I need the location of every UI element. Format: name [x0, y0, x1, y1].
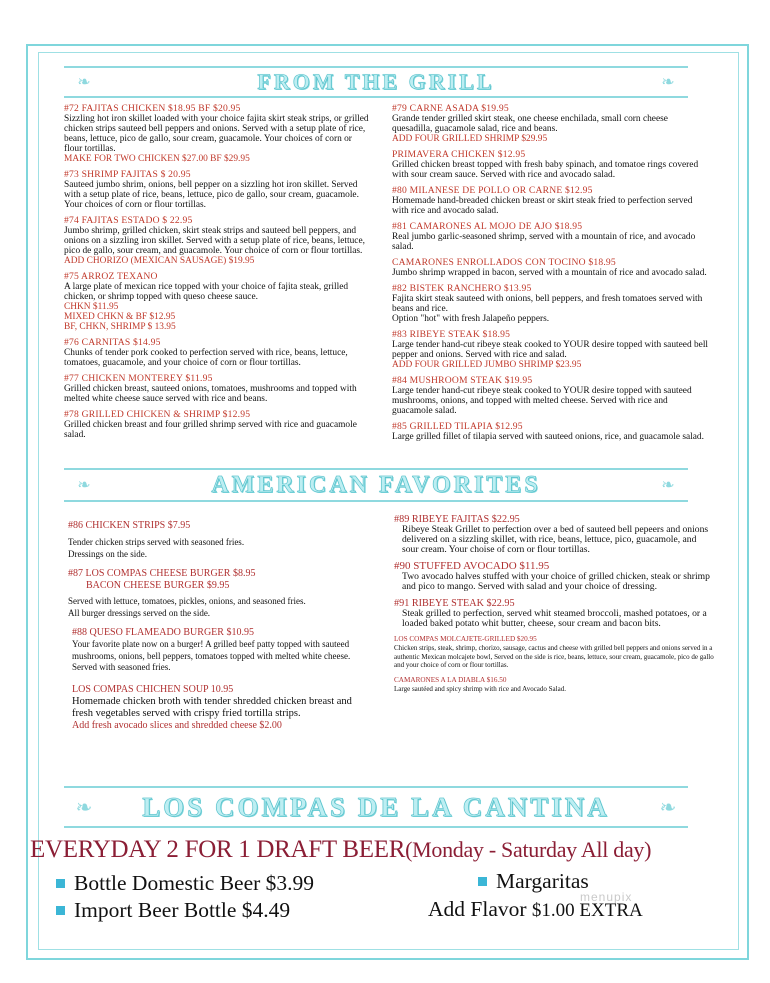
menu-item	[394, 676, 714, 694]
item-description: Homemade chicken broth with tender shredded chicken breast and fresh vegetables served with crispy fried tortilla strips.	[72, 695, 352, 719]
leaf-ornament-icon: ❧	[75, 796, 93, 819]
american-left-column	[68, 520, 368, 740]
item-name: #90 STUFFED AVOCADO $11.95	[394, 560, 550, 572]
item-name: #79 CARNE ASADA $19.95	[392, 103, 509, 114]
square-bullet-icon	[478, 877, 487, 886]
item-description: Your favorite plate now on a burger! A grilled beef patty topped with sauteed mushrooms, onions, bell peppers, tomatoes topped with melted white cheese. Served with seasoned fries.	[72, 639, 351, 672]
square-bullet-icon	[56, 906, 65, 915]
item-name: CAMARONES ENROLLADOS CON TOCINO $18.95	[392, 257, 616, 268]
menu-item	[68, 684, 368, 732]
header-rule	[64, 96, 688, 98]
drink-price: $1.00 EXTRA	[531, 900, 643, 921]
menu-item	[394, 598, 714, 629]
menu-item	[392, 376, 710, 416]
item-name: #85 GRILLED TILAPIA $12.95	[392, 421, 523, 432]
item-name: #77 CHICKEN MONTEREY $11.95	[64, 373, 213, 384]
item-description: Steak grilled to perfection, served whit steamed broccoli, mashed potatoes, or a loaded baked potato whit butter, cheese, sour cream and bacon bits.	[402, 608, 707, 629]
item-name: #73 SHRIMP FAJITAS $ 20.95	[64, 169, 191, 180]
item-name: #89 RIBEYE FAJITAS $22.95	[394, 514, 520, 525]
item-description: Fajita skirt steak sauteed with onions, bell peppers, and fresh tomatoes served with beans and rice.	[392, 294, 703, 314]
american-right-column	[394, 514, 714, 701]
item-name: #72 FAJITAS CHICKEN $18.95 BF $20.95	[64, 103, 241, 114]
menu-item	[64, 410, 370, 440]
menu-item	[394, 514, 714, 555]
promo-headline: EVERYDAY 2 FOR 1 DRAFT BEER	[30, 836, 406, 863]
item-description: Large tender hand-cut ribeye steak cooked to YOUR desire topped with sauteed mushrooms, onions, and topped with melted cheese. Served with rice and guacamole salad.	[392, 386, 692, 416]
drink-label: Bottle Domestic Beer $3.99	[74, 871, 315, 895]
item-description: Option "hot" with fresh Jalapeño peppers.	[392, 314, 550, 324]
leaf-ornament-icon: ❧	[661, 74, 675, 91]
item-description: Jumbo shrimp wrapped in bacon, served with a mountain of rice and avocado salad.	[392, 268, 707, 278]
drink-label: Margaritas	[496, 869, 589, 893]
american-section-header	[64, 468, 688, 502]
american-section-title: AMERICAN FAVORITES	[211, 471, 541, 498]
header-rule	[64, 468, 688, 470]
item-description: Tender chicken strips served with seasoned fries.	[68, 537, 245, 547]
header-rule	[64, 826, 688, 828]
watermark: menupix	[580, 890, 633, 904]
item-name: #87 LOS COMPAS CHEESE BURGER $8.95	[68, 568, 256, 579]
item-name: #84 MUSHROOM STEAK $19.95	[392, 375, 533, 386]
menu-item	[68, 627, 368, 674]
menu-item	[64, 170, 370, 210]
drink-label: Add Flavor	[428, 897, 532, 921]
drink-label: Import Beer Bottle $4.49	[74, 898, 291, 922]
cantina-section-title: LOS COMPAS DE LA CANTINA	[142, 791, 610, 822]
promo-subline: (Monday - Saturday All day)	[405, 837, 652, 862]
item-name: #83 RIBEYE STEAK $18.95	[392, 329, 511, 340]
header-rule	[64, 66, 688, 68]
item-name: #80 MILANESE DE POLLO OR CARNE $12.95	[392, 185, 593, 196]
menu-item	[392, 422, 710, 442]
menu-item	[64, 338, 370, 368]
menu-item	[394, 635, 714, 670]
item-name: #81 CAMARONES AL MOJO DE AJO $18.95	[392, 221, 583, 232]
item-extra: ADD FOUR GRILLED JUMBO SHRIMP $23.95	[392, 360, 582, 370]
item-name: #74 FAJITAS ESTADO $ 22.95	[64, 215, 193, 226]
menu-item	[392, 330, 710, 370]
item-name: BACON CHEESE BURGER $9.95	[86, 580, 230, 591]
item-description: Sizzling hot iron skillet loaded with your choice fajita skirt steak strips, or grilled chicken strips sauteed bell peppers and onions. Served with a setup plate of rice, beans, lettuce, pico de gallo, sour cream, guacamole. Your choices of corn or flour tortillas.	[64, 114, 369, 154]
menu-item	[64, 104, 370, 164]
item-description: Dressings on the side.	[68, 548, 147, 559]
item-description: Two avocado halves stuffed with your choice of grilled chicken, steak or shrimp and pico to mango. Served with salad and your choice of dressing.	[402, 571, 710, 592]
item-description: Large grilled fillet of tilapia served with sauteed onions, rice, and guacamole salad.	[392, 432, 704, 442]
drink-item	[56, 898, 290, 923]
item-description: A large plate of mexican rice topped with your choice of fajita steak, grilled chicken, or shrimp topped with queso cheese sauce.	[64, 282, 349, 302]
drink-item	[56, 871, 314, 896]
menu-item	[392, 222, 710, 252]
leaf-ornament-icon: ❧	[661, 477, 675, 494]
item-name: #78 GRILLED CHICKEN & SHRIMP $12.95	[64, 409, 251, 420]
item-extra: ADD FOUR GRILLED SHRIMP $29.95	[392, 134, 548, 144]
item-description: Grilled chicken breast, sauteed onions, tomatoes, mushrooms and topped with melted white cheese sauce served with rice and beans.	[64, 384, 357, 404]
item-description: Chicken strips, steak, shrimp, chorizo, sausage, cactus and cheese with grilled bell peppers and onions served in a authentic Mexican molcajete bowl, Served on the side is rice, beans, lettuce, sour cream, guacamole, pico de gallo and your choice of corn or flour tortillas.	[394, 644, 714, 669]
promo-banner	[30, 836, 750, 864]
item-description: Ribeye Steak Grillet to perfection over a bed of sauteed bell pepeers and onions delivered on a sizzling skillet, with rice, beans, lettuce, pico, guacamole, and sour cream. Your choise of corn or flour tortillas.	[402, 524, 709, 555]
item-extra: MIXED CHKN & BF $12.95	[64, 312, 176, 322]
menu-item	[392, 150, 710, 180]
grill-section-title: FROM THE GRILL	[257, 69, 495, 94]
item-name: #82 BISTEK RANCHERO $13.95	[392, 283, 532, 294]
menu-item	[68, 568, 368, 619]
item-description: Served with lettuce, tomatoes, pickles, onions, and seasoned fries.	[68, 596, 306, 606]
menu-item	[394, 561, 714, 592]
item-description: Large tender hand-cut ribeye steak cooked to YOUR desire topped with sauteed bell pepper and onions. Served with rice and salad.	[392, 340, 709, 360]
item-description: Grilled chicken breast topped with fresh baby spinach, and tomatoe rings covered with sour cream sauce. Served with rice and avocado salad.	[392, 160, 699, 180]
item-description: Grilled chicken breast and four grilled shrimp served with rice and guacamole salad.	[64, 420, 357, 440]
drink-item	[478, 869, 589, 894]
item-description: All burger dressings served on the side.	[68, 607, 211, 618]
item-name: LOS COMPAS MOLCAJETE-GRILLED $20.95	[394, 635, 537, 643]
item-name: CAMARONES A LA DIABLA $16.50	[394, 675, 507, 684]
item-extra: Add fresh avocado slices and shredded cheese $2.00	[72, 719, 282, 731]
item-name: PRIMAVERA CHICKEN $12.95	[392, 149, 526, 160]
item-description: Large sautéed and spicy shrimp with rice and Avocado Salad.	[394, 684, 566, 693]
leaf-ornament-icon: ❧	[77, 74, 91, 91]
cantina-section-header	[64, 786, 688, 828]
grill-left-column	[64, 104, 370, 446]
menu-item	[68, 520, 368, 560]
item-description: Sauteed jumbo shrim, onions, bell pepper on a sizzling hot iron skillet. Served with a setup plate of rice, beans, lettuce, pico de gallo, sour cream, guacamole. Your choices of corn or flour tortillas.	[64, 180, 359, 210]
item-name: #75 ARROZ TEXANO	[64, 271, 158, 282]
item-name: #88 QUESO FLAMEADO BURGER $10.95	[72, 627, 254, 638]
header-rule	[64, 500, 688, 502]
grill-section-header	[64, 66, 688, 98]
menu-item	[392, 104, 710, 144]
item-description: Real jumbo garlic-seasoned shrimp, served with a mountain of rice, and avocado salad.	[392, 232, 696, 252]
grill-right-column	[392, 104, 710, 448]
header-rule	[64, 786, 688, 788]
item-description: Chunks of tender pork cooked to perfection served with rice, beans, lettuce, tomatoes, guacamole, and your choice of corn or flour tortillas.	[64, 348, 348, 368]
menu-item	[64, 272, 370, 332]
square-bullet-icon	[56, 879, 65, 888]
item-extra: ADD CHORIZO (MEXICAN SAUSAGE) $19.95	[64, 256, 255, 266]
item-name: LOS COMPAS CHICHEN SOUP 10.95	[72, 683, 234, 695]
item-extra: BF, CHKN, SHRIMP $ 13.95	[64, 322, 176, 332]
menu-item	[392, 284, 710, 324]
menu-item	[64, 216, 370, 266]
menu-item	[392, 258, 710, 278]
leaf-ornament-icon: ❧	[659, 796, 677, 819]
item-name: #76 CARNITAS $14.95	[64, 337, 161, 348]
item-description: Grande tender grilled skirt steak, one cheese enchilada, small corn cheese quesadilla, guacamole salad, rice and beans.	[392, 114, 668, 134]
item-name: #86 CHICKEN STRIPS $7.95	[68, 520, 191, 531]
menu-item	[392, 186, 710, 216]
leaf-ornament-icon: ❧	[77, 477, 91, 494]
item-extra: CHKN $11.95	[64, 302, 119, 312]
item-description: Homemade hand-breaded chicken breast or skirt steak fried to perfection served with rice and avocado salad.	[392, 196, 693, 216]
item-description: Jumbo shrimp, grilled chicken, skirt steak strips and sauteed bell peppers, and onions on a sizzling iron skillet. Served with a setup plate of rice, beans, lettuce, pico de gallo, sour cream, and guacamole. Your choice of corn or flour tortillas.	[64, 226, 365, 256]
menu-item	[64, 374, 370, 404]
item-name: #91 RIBEYE STEAK $22.95	[394, 598, 515, 609]
item-extra: MAKE FOR TWO CHICKEN $27.00 BF $29.95	[64, 154, 250, 164]
